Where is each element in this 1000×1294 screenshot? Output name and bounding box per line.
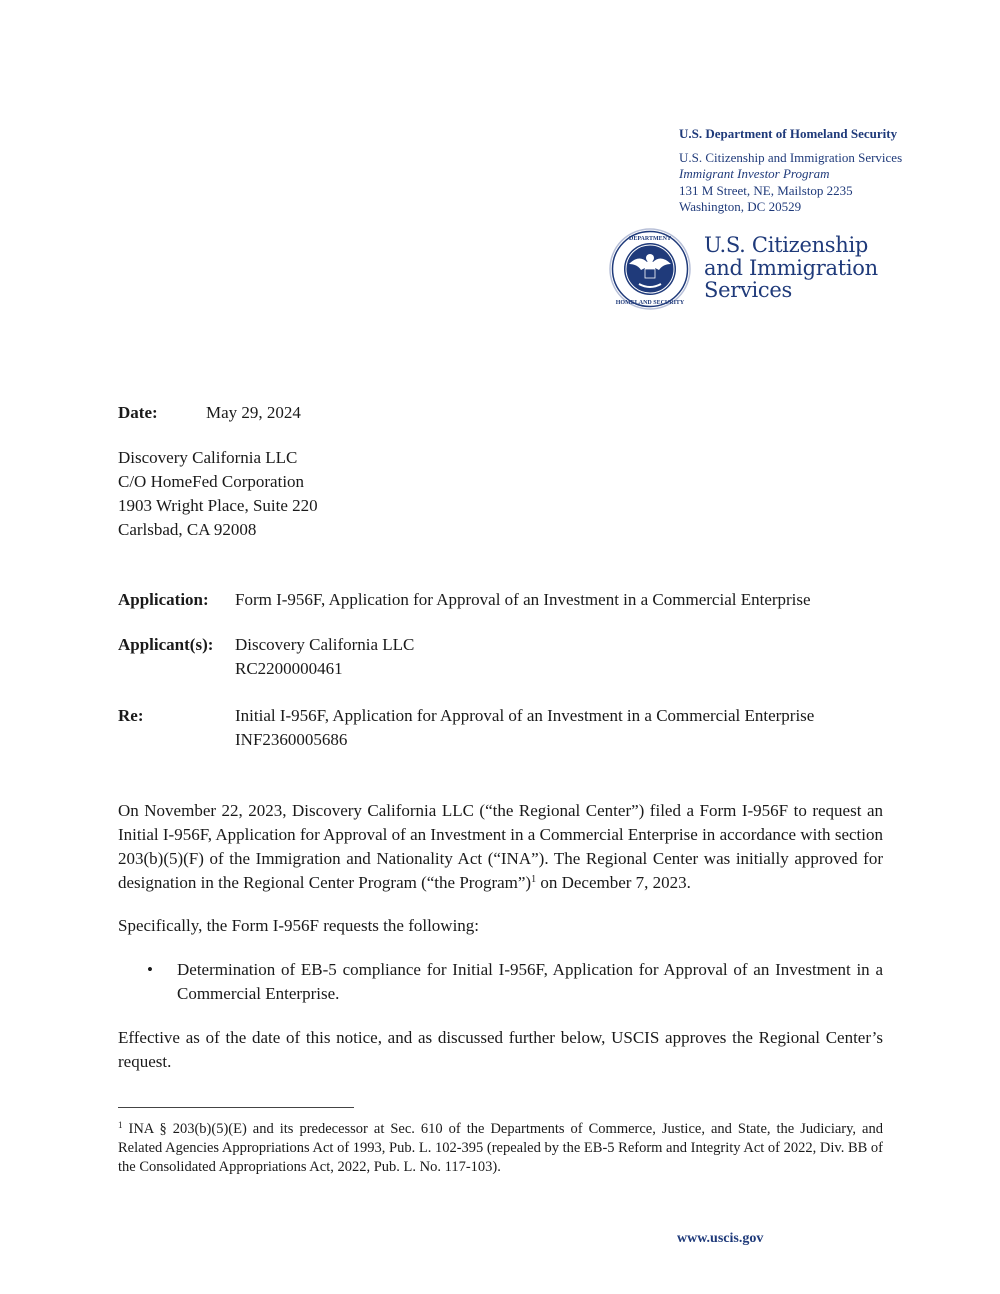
dhs-seal-icon	[609, 228, 691, 310]
re-receipt-number: INF2360005686	[235, 730, 348, 749]
body-paragraph-3: Effective as of the date of this notice, and as discussed further below, USCIS approves the Regional Center’s request.	[118, 1028, 883, 1071]
application-label: Application:	[118, 590, 209, 609]
application-value: Form I-956F, Application for Approval of an Investment in a Commercial Enterprise	[235, 590, 811, 609]
agency-name: U.S. Citizenship and Immigration Services	[679, 150, 903, 166]
address-line: 1903 Wright Place, Suite 220	[118, 496, 318, 515]
body-paragraph-1	[118, 799, 883, 895]
address-line: Discovery California LLC	[118, 448, 298, 467]
date-value: May 29, 2024	[206, 403, 301, 422]
logo-line: Services	[704, 278, 792, 302]
body-paragraph-2: Specifically, the Form I-956F requests the following:	[118, 916, 480, 935]
date-label: Date:	[118, 403, 158, 422]
footnote-reference[interactable]: 1	[531, 874, 537, 885]
bullet-icon: •	[147, 960, 153, 979]
address-line: C/O HomeFed Corporation	[118, 472, 305, 491]
program-name: Immigrant Investor Program	[679, 166, 830, 182]
city-address: Washington, DC 20529	[679, 198, 802, 214]
letterhead-address	[679, 126, 902, 215]
paragraph-text: On November 22, 2023, Discovery California LLC (“the Regional Center”) filed a Form I-956F to request an Initial I-956F, Application for Approval of an Investment in a Commercial Enterprise in accordance with section 203(b)(5)(F) of the Immigration and Nationality Act (“INA”). The Regional Center was initially approved for designation in the Regional Center Program (“the Program”)	[118, 801, 883, 892]
paragraph-text: on December 7, 2023.	[536, 873, 691, 892]
street-address: 131 M Street, NE, Mailstop 2235	[679, 182, 853, 198]
date-row	[118, 401, 301, 425]
recipient-address	[118, 446, 318, 542]
bullet-item: Determination of EB-5 compliance for Initial I-956F, Application for Approval of an Investment in a Commercial Enterprise.	[177, 960, 883, 1003]
re-subject: Initial I-956F, Application for Approval of an Investment in a Commercial Enterprise	[235, 706, 815, 725]
uscis-logo-wordmark	[704, 234, 878, 302]
re-values	[235, 704, 814, 752]
applicants-label: Applicant(s):	[118, 635, 214, 654]
applicants-values	[235, 633, 414, 681]
address-line: Carlsbad, CA 92008	[118, 520, 257, 539]
svg-text:HOMELAND SECURITY: HOMELAND SECURITY	[615, 300, 685, 306]
re-label: Re:	[118, 706, 144, 725]
department-name: U.S. Department of Homeland Security	[679, 126, 898, 141]
footnote-divider	[118, 1107, 354, 1108]
footnote-text: INA § 203(b)(5)(E) and its predecessor at Sec. 610 of the Departments of Commerce, Justice, and State, the Judiciary, and Related Agencies Appropriations Act of 1993, Pub. L. 102-395 (repealed by the EB-5 Reform and Integrity Act of 2022, Div. BB of the Consolidated Appropriations Act, 2022, Pub. L. No. 117-103).	[118, 1121, 883, 1175]
footnote-number: 1	[118, 1120, 123, 1130]
applicant-id: RC2200000461	[235, 659, 343, 678]
footer-website-link[interactable]: www.uscis.gov	[677, 1231, 764, 1246]
svg-text:DEPARTMENT: DEPARTMENT	[628, 236, 672, 242]
logo-line: and Immigration	[704, 255, 878, 280]
footnote	[118, 1120, 883, 1177]
applicant-name: Discovery California LLC	[235, 635, 415, 654]
logo-line: U.S. Citizenship	[704, 233, 869, 257]
